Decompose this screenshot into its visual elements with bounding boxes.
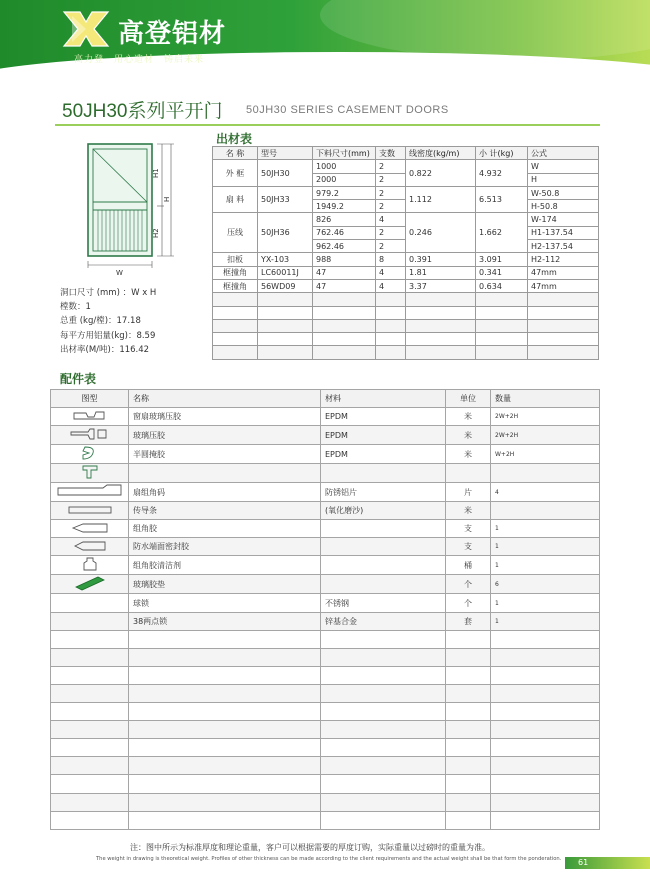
cut-cell-subtotal: 1.662: [476, 213, 528, 253]
cut-cell-subtotal: 6.513: [476, 186, 528, 213]
sealant-tube-icon: [65, 521, 115, 535]
cut-cell-formula: H: [528, 173, 599, 186]
cut-cell-count: 8: [376, 253, 406, 266]
cut-cell-model: 50JH33: [258, 186, 313, 213]
title-divider: [55, 124, 600, 126]
table-row: [213, 266, 599, 279]
table-row: [51, 426, 600, 445]
cut-cell-formula: 47mm: [528, 266, 599, 279]
profile-figure-cell: [51, 502, 129, 520]
table-row-empty: [51, 684, 600, 702]
door-elevation-diagram: [60, 140, 200, 280]
table-row: [51, 520, 600, 538]
cut-cell-length: 979.2: [313, 186, 376, 199]
table-row-empty: [213, 333, 599, 346]
acc-cell-qty: [491, 464, 600, 483]
acc-cell-material: [321, 520, 446, 538]
acc-cell-unit: 套: [446, 612, 491, 630]
table-row-empty: [51, 793, 600, 811]
cut-cell-length: 762.46: [313, 226, 376, 239]
cut-cell-name: 框撞角: [213, 266, 258, 279]
acc-cell-unit: [446, 464, 491, 483]
cut-cell-model: 50JH30: [258, 160, 313, 187]
cut-cell-subtotal: 4.932: [476, 160, 528, 187]
acc-cell-unit: 个: [446, 594, 491, 612]
table-row-empty: [51, 666, 600, 684]
cut-cell-formula: 47mm: [528, 279, 599, 292]
table-row-empty: [51, 757, 600, 775]
table-row: [213, 279, 599, 292]
cut-cell-count: 2: [376, 173, 406, 186]
profile-figure-cell: [51, 445, 129, 464]
table-row: [51, 538, 600, 556]
acc-cell-unit: 米: [446, 502, 491, 520]
acc-cell-name: 窗扇玻璃压胶: [129, 408, 321, 426]
acc-cell-name: 玻璃胶垫: [129, 575, 321, 594]
spec-yield-rate: 出材率(M/吨)：116.42: [60, 344, 150, 355]
acc-table-label: 配件表: [60, 372, 97, 386]
spec-aluminium-per-sqm: 每平方用铝量(kg)：8.59: [60, 330, 156, 341]
header-banner: [0, 0, 650, 76]
cut-cell-count: 2: [376, 200, 406, 213]
acc-cell-unit: 支: [446, 538, 491, 556]
table-row-empty: [213, 306, 599, 319]
acc-cell-qty: 1: [491, 538, 600, 556]
cut-cell-model: YX-103: [258, 253, 313, 266]
cut-header-formula: 公式: [528, 147, 599, 160]
banner-highlight: [320, 0, 650, 60]
table-row-empty: [213, 293, 599, 306]
acc-cell-qty: 6: [491, 575, 600, 594]
seal-section-icon: [75, 464, 105, 480]
acc-cell-name: 半圆掩胶: [129, 445, 321, 464]
cut-cell-density: 3.37: [406, 279, 476, 292]
cut-cell-density: 0.246: [406, 213, 476, 253]
acc-cell-qty: 2W+2H: [491, 426, 600, 445]
table-row-empty: [51, 721, 600, 739]
page-subtitle: 50JH30 SERIES CASEMENT DOORS: [246, 104, 449, 116]
acc-cell-material: EPDM: [321, 445, 446, 464]
profile-figure-cell: [51, 594, 129, 612]
cut-cell-model: 56WD09: [258, 279, 313, 292]
cut-cell-formula: W-50.8: [528, 186, 599, 199]
acc-cell-name: 组角胶: [129, 520, 321, 538]
dim-label-h1: H1: [152, 168, 160, 178]
table-row: [51, 408, 600, 426]
cut-header-density: 线密度(kg/m): [406, 147, 476, 160]
brand-name: 高登铝材: [118, 19, 227, 49]
table-row: [213, 253, 599, 266]
cut-header-subtotal: 小 计(kg): [476, 147, 528, 160]
sealant-tube-icon: [65, 539, 115, 553]
table-row-empty: [51, 775, 600, 793]
glazing-seal-icon: [68, 426, 112, 442]
table-row-empty: [51, 703, 600, 721]
table-row: [51, 556, 600, 575]
cut-header-name: 名 称: [213, 147, 258, 160]
cut-cell-name: 扇 料: [213, 186, 258, 213]
guide-strip-icon: [65, 503, 115, 517]
acc-cell-material: 不锈钢: [321, 594, 446, 612]
brand-logo-icon: [62, 10, 110, 48]
acc-cell-name: 传导条: [129, 502, 321, 520]
cut-cell-formula: W: [528, 160, 599, 173]
cut-cell-density: 1.112: [406, 186, 476, 213]
acc-cell-name: 玻璃压胶: [129, 426, 321, 445]
acc-cell-unit: 米: [446, 426, 491, 445]
cut-cell-formula: H-50.8: [528, 200, 599, 213]
cut-table: [212, 146, 599, 360]
profile-figure-cell: [51, 575, 129, 594]
acc-cell-qty: 1: [491, 520, 600, 538]
acc-table: [50, 389, 600, 830]
dim-label-h: H: [163, 196, 171, 202]
table-row: [51, 483, 600, 502]
acc-header-unit: 单位: [446, 390, 491, 408]
cut-cell-density: 1.81: [406, 266, 476, 279]
cut-cell-length: 1949.2: [313, 200, 376, 213]
cut-cell-name: 外 框: [213, 160, 258, 187]
acc-cell-qty: 1: [491, 556, 600, 575]
cut-cell-count: 2: [376, 226, 406, 239]
cut-cell-length: 826: [313, 213, 376, 226]
table-row-empty: [51, 648, 600, 666]
cleaner-bottle-icon: [75, 556, 105, 572]
cut-cell-count: 4: [376, 279, 406, 292]
acc-cell-material: (氧化磨沙): [321, 502, 446, 520]
page-number: 61: [578, 858, 589, 867]
table-row-empty: [51, 630, 600, 648]
cut-cell-model: 50JH36: [258, 213, 313, 253]
door-specs: [60, 286, 156, 357]
cut-header-model: 型号: [258, 147, 313, 160]
cut-cell-formula: W-174: [528, 213, 599, 226]
acc-cell-material: [321, 575, 446, 594]
acc-cell-material: [321, 464, 446, 483]
cut-cell-formula: H2-137.54: [528, 240, 599, 253]
cut-cell-formula: H1-137.54: [528, 226, 599, 239]
acc-cell-qty: 4: [491, 483, 600, 502]
acc-header-name: 名称: [129, 390, 321, 408]
cut-header-count: 支数: [376, 147, 406, 160]
cut-cell-count: 4: [376, 266, 406, 279]
profile-figure-cell: [51, 426, 129, 445]
profile-figure-cell: [51, 520, 129, 538]
acc-cell-material: EPDM: [321, 426, 446, 445]
cut-table-header: [213, 147, 599, 160]
acc-cell-unit: 片: [446, 483, 491, 502]
table-row: [51, 502, 600, 520]
cut-cell-count: 2: [376, 186, 406, 199]
table-row: [51, 594, 600, 612]
acc-cell-qty: [491, 502, 600, 520]
cut-cell-density: 0.391: [406, 253, 476, 266]
profile-figure-cell: [51, 464, 129, 483]
cut-cell-count: 4: [376, 213, 406, 226]
profile-figure-cell: [51, 408, 129, 426]
spec-unit-count: 樘数：1: [60, 302, 91, 313]
acc-cell-unit: 个: [446, 575, 491, 594]
acc-cell-qty: W+2H: [491, 445, 600, 464]
acc-cell-qty: 1: [491, 594, 600, 612]
acc-cell-unit: 米: [446, 408, 491, 426]
cut-cell-length: 962.46: [313, 240, 376, 253]
cut-cell-length: 1000: [313, 160, 376, 173]
profile-figure-cell: [51, 612, 129, 630]
profile-figure-cell: [51, 483, 129, 502]
acc-header-material: 材料: [321, 390, 446, 408]
footer-note: 注：图中所示为标准厚度和理论重量，客户可以根据需要的厚度订购，实际重量以过磅时的重量为准。: [130, 843, 490, 852]
table-row: [213, 160, 599, 173]
cut-cell-count: 2: [376, 240, 406, 253]
table-row-empty: [213, 319, 599, 332]
acc-cell-name: [129, 464, 321, 483]
spec-total-weight: 总重 (kg/樘)：17.18: [60, 316, 141, 327]
acc-header-qty: 数量: [491, 390, 600, 408]
table-row: [51, 612, 600, 630]
cut-header-length: 下料尺寸(mm): [313, 147, 376, 160]
brand-slogan: 高力登 用心造材 铸启未来: [74, 55, 205, 65]
dim-label-w: W: [116, 269, 123, 277]
table-row-empty: [213, 346, 599, 359]
cut-cell-length: 988: [313, 253, 376, 266]
cut-cell-name: 扣板: [213, 253, 258, 266]
acc-cell-material: 锌基合金: [321, 612, 446, 630]
acc-cell-unit: 支: [446, 520, 491, 538]
acc-cell-name: 38两点锁: [129, 612, 321, 630]
acc-cell-name: 组角胶清洁剂: [129, 556, 321, 575]
cut-cell-model: LC60011J: [258, 266, 313, 279]
corner-key-icon: [55, 483, 125, 499]
cut-cell-density: 0.822: [406, 160, 476, 187]
acc-cell-qty: 2W+2H: [491, 408, 600, 426]
acc-cell-name: 防水端面密封胶: [129, 538, 321, 556]
spec-opening-size: 洞口尺寸 (mm) ：W x H: [60, 288, 157, 298]
cut-cell-length: 47: [313, 279, 376, 292]
cut-cell-subtotal: 0.341: [476, 266, 528, 279]
profile-figure-cell: [51, 538, 129, 556]
cut-cell-name: 压线: [213, 213, 258, 253]
acc-cell-unit: 米: [446, 445, 491, 464]
glass-pad-icon: [70, 575, 110, 591]
cut-cell-length: 47: [313, 266, 376, 279]
acc-cell-material: [321, 538, 446, 556]
acc-cell-unit: 桶: [446, 556, 491, 575]
cut-cell-formula: H2-112: [528, 253, 599, 266]
cut-table-label: 出材表: [216, 132, 253, 146]
page-title: 50JH30系列平开门: [62, 101, 223, 122]
acc-table-header: [51, 390, 600, 408]
acc-cell-qty: 1: [491, 612, 600, 630]
acc-cell-material: 防锈铝片: [321, 483, 446, 502]
profile-figure-cell: [51, 556, 129, 575]
table-row: [213, 186, 599, 199]
table-row: [213, 213, 599, 226]
table-row-empty: [51, 811, 600, 829]
cut-cell-subtotal: 3.091: [476, 253, 528, 266]
table-row: [51, 575, 600, 594]
acc-header-figure: 图型: [51, 390, 129, 408]
acc-cell-name: 扇组角码: [129, 483, 321, 502]
half-round-seal-icon: [75, 445, 105, 461]
table-row: [51, 464, 600, 483]
cut-cell-length: 2000: [313, 173, 376, 186]
cut-cell-subtotal: 0.634: [476, 279, 528, 292]
table-row-empty: [51, 739, 600, 757]
dim-label-h2: H2: [152, 228, 160, 238]
acc-cell-material: EPDM: [321, 408, 446, 426]
acc-cell-name: 球锁: [129, 594, 321, 612]
table-row: [51, 445, 600, 464]
footer-note-english: The weight in drawing is theoretical weight. Profiles of other thickness can be made according to the client requirements and the actual weight shall be that form the ponderation.: [96, 856, 562, 862]
cut-cell-name: 框撞角: [213, 279, 258, 292]
cut-cell-count: 2: [376, 160, 406, 173]
acc-cell-material: [321, 556, 446, 575]
seal-profile-icon: [70, 409, 110, 423]
